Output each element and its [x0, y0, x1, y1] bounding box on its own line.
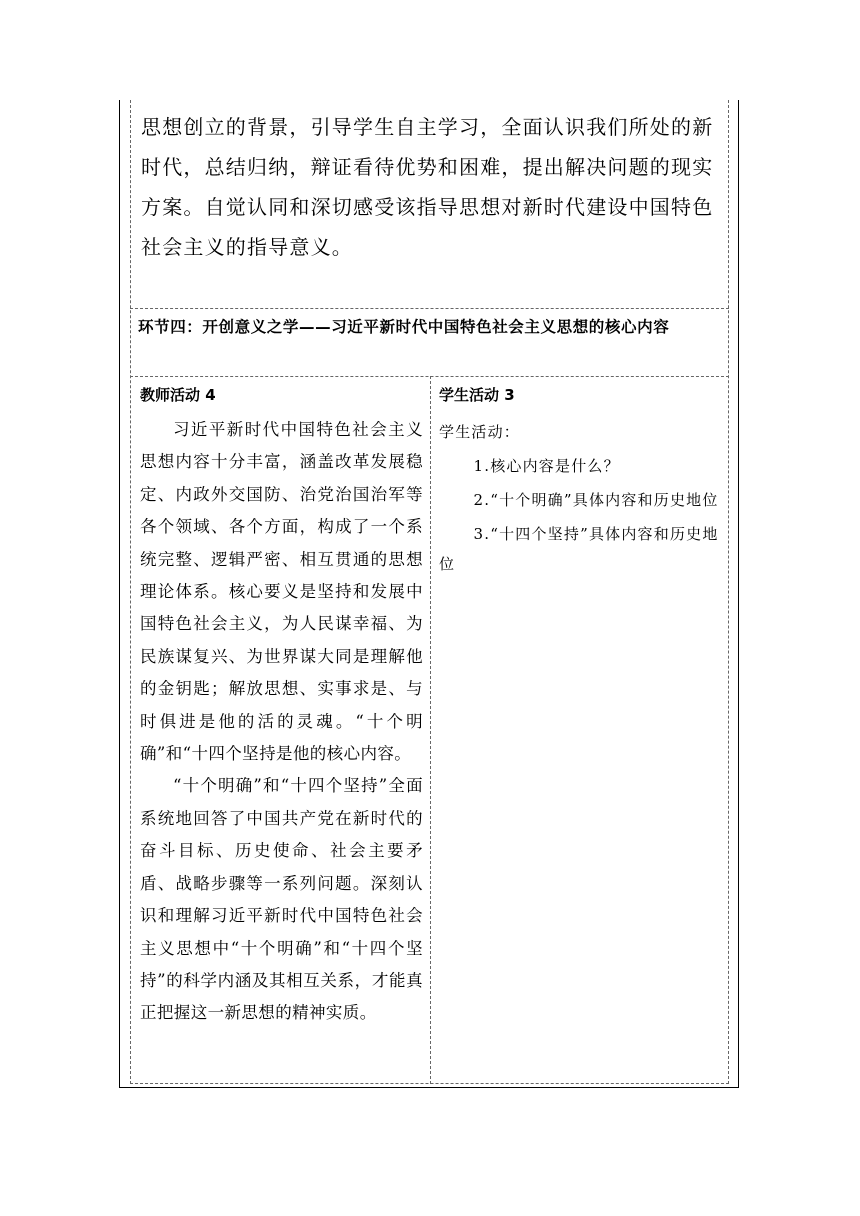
column-divider	[430, 376, 431, 1084]
student-activity-intro: 学生活动：	[439, 423, 521, 441]
student-item: 3.“十四个坚持”具体内容和历史地位	[439, 525, 719, 573]
student-item: 2.“十个明确”具体内容和历史地位	[473, 491, 719, 509]
section-title: 环节四：开创意义之学——习近平新时代中国特色社会主义思想的核心内容	[138, 318, 670, 336]
teacher-activity-heading: 教师活动 4	[140, 386, 216, 404]
student-item: 1.核心内容是什么？	[473, 457, 620, 475]
intro-text: 思想创立的背景，引导学生自主学习，全面认识我们所处的新时代，总结归纳，辩证看待优势和困难，提出解决问题的现实方案。自觉认同和深切感受该指导思想对新时代建设中国特色社会主义的指导意义。	[141, 115, 714, 259]
teacher-activity-body	[140, 414, 423, 1030]
teacher-paragraph: 习近平新时代中国特色社会主义思想内容十分丰富，涵盖改革发展稳定、内政外交国防、治党治国治军等各个领域、各个方面，构成了一个系统完整、逻辑严密、相互贯通的思想理论体系。核心要义是坚持和发展中国特色社会主义，为人民谋幸福、为民族谋复兴、为世界谋大同是理解他的金钥匙；解放思想、实事求是、与时俱进是他的活的灵魂。“十个明确”和“十四个坚持是他的核心内容。	[140, 420, 423, 764]
student-activity-body	[439, 417, 724, 579]
student-activity-heading: 学生活动 3	[439, 386, 515, 404]
row-divider	[130, 308, 729, 309]
teacher-paragraph: “十个明确”和“十四个坚持”全面系统地回答了中国共产党在新时代的奋斗目标、历史使命、社会主要矛盾、战略步骤等一系列问题。深刻认识和理解习近平新时代中国特色社会主义思想中“十个明确”和“十四个坚持”的科学内涵及其相互关系，才能真正把握这一新思想的精神实质。	[140, 776, 423, 1023]
